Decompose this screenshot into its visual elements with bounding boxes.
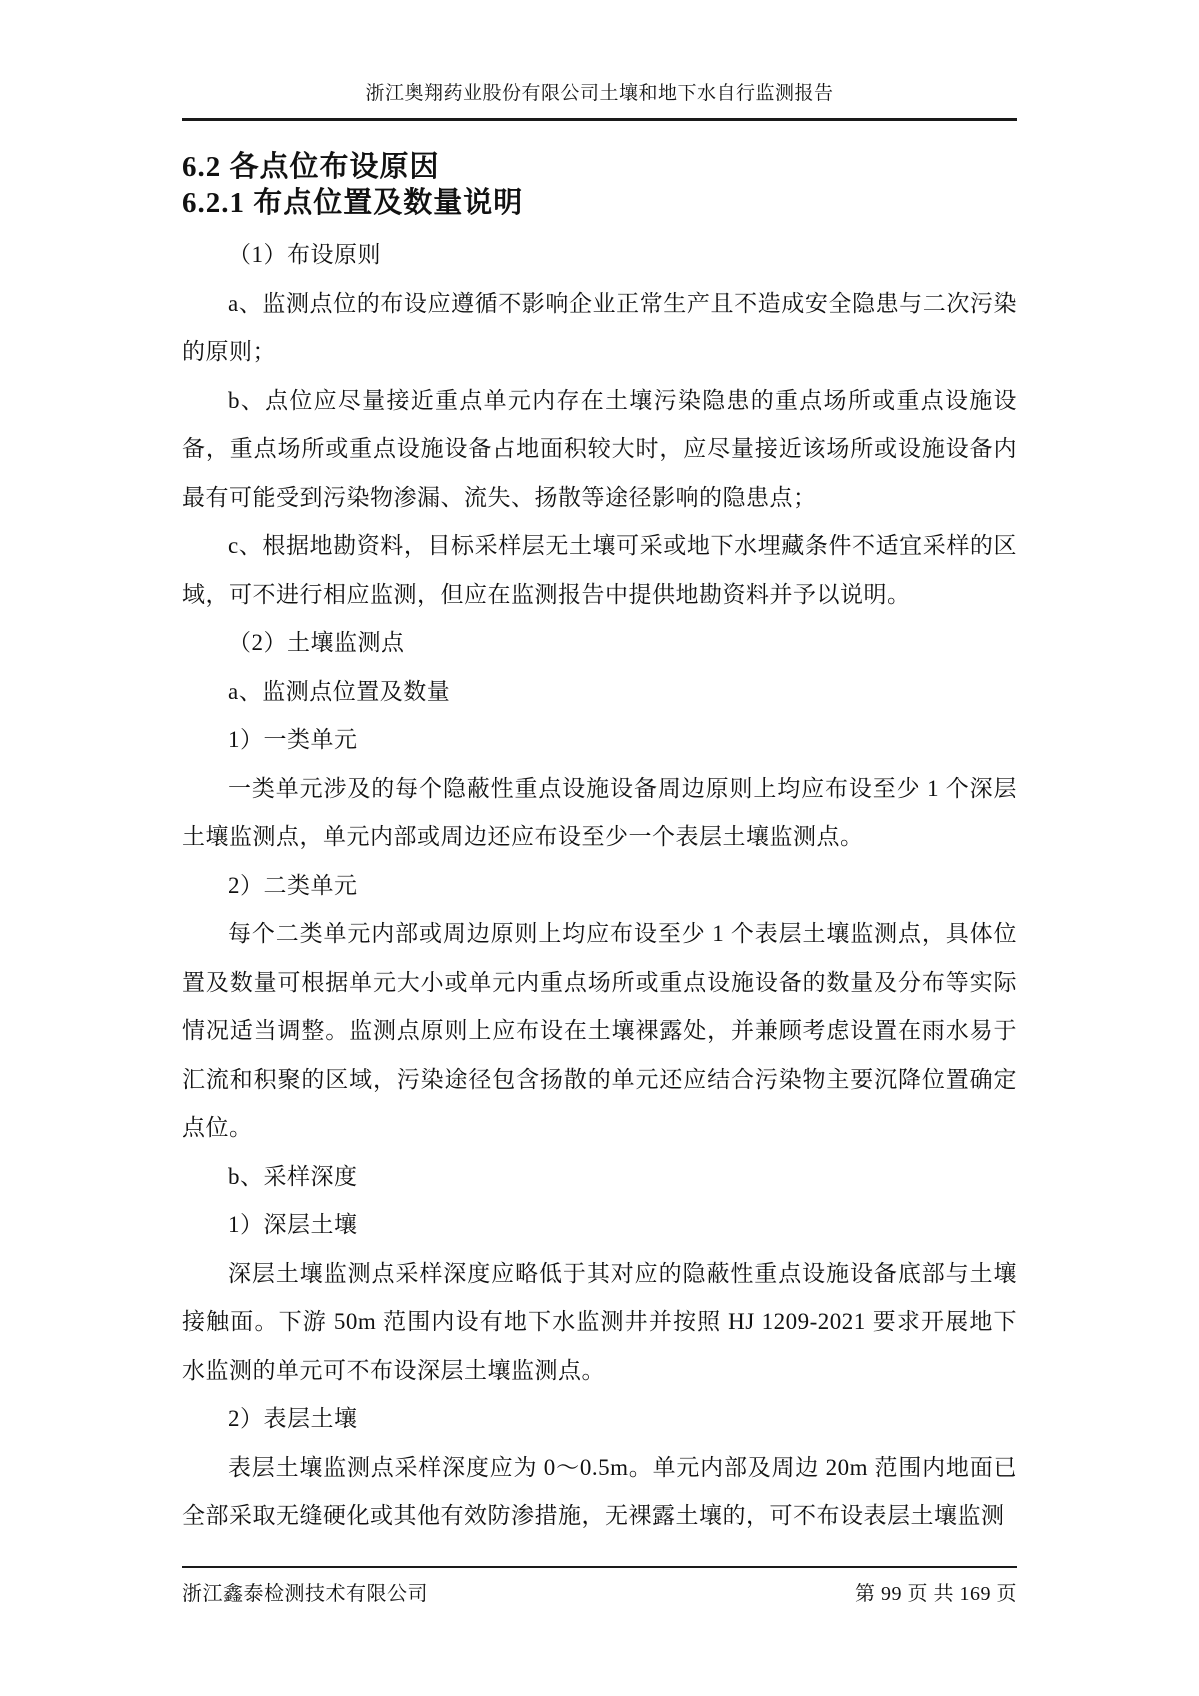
footer-row bbox=[182, 1577, 1017, 1606]
content-column bbox=[182, 0, 1017, 1541]
paragraph: c、根据地勘资料，目标采样层无土壤可采或地下水埋藏条件不适宜采样的区域，可不进行相应监测，但应在监测报告中提供地勘资料并予以说明。 bbox=[182, 533, 1017, 607]
paragraph-list bbox=[182, 231, 1017, 1541]
paragraph: 2）二类单元 bbox=[228, 872, 358, 898]
page-footer bbox=[182, 1566, 1017, 1606]
section-heading: 6.2 各点位布设原因 bbox=[182, 151, 440, 183]
paragraph: a、监测点位置及数量 bbox=[228, 678, 451, 704]
header-rule bbox=[182, 118, 1017, 121]
footer-company: 浙江鑫泰检测技术有限公司 bbox=[182, 1583, 428, 1605]
paragraph: 1）一类单元 bbox=[228, 727, 358, 752]
paragraph: 每个二类单元内部或周边原则上均应布设至少 1 个表层土壤监测点，具体位置及数量可根据单元大小或单元内重点场所或重点设施设备的数量及分布等实际情况适当调整。监测点原则上应布设在土壤裸露处，并兼顾考虑设置在雨水易于汇流和积聚的区域，污染途径包含扬散的单元还应结合污染物主要沉降位置确定点位。 bbox=[182, 921, 1017, 1140]
paragraph: b、点位应尽量接近重点单元内存在土壤污染隐患的重点场所或重点设施设备，重点场所或重点设施设备占地面积较大时，应尽量接近该场所或设施设备内最有可能受到污染物渗漏、流失、扬散等途径影响的隐患点； bbox=[182, 387, 1017, 510]
subsection-heading: 6.2.1 布点位置及数量说明 bbox=[182, 187, 524, 219]
paragraph: b、采样深度 bbox=[228, 1163, 358, 1189]
paragraph: 2）表层土壤 bbox=[228, 1406, 358, 1431]
footer-page-info: 第 99 页 共 169 页 bbox=[855, 1583, 1017, 1605]
paragraph: （2）土壤监测点 bbox=[228, 630, 405, 655]
paragraph: （1）布设原则 bbox=[228, 242, 381, 267]
paragraph: 1）深层土壤 bbox=[228, 1212, 358, 1237]
paragraph: 表层土壤监测点采样深度应为 0～0.5m。单元内部及周边 20m 范围内地面已全部采取无缝硬化或其他有效防渗措施，无裸露土壤的，可不布设表层土壤监测 bbox=[182, 1454, 1017, 1528]
paragraph: 一类单元涉及的每个隐蔽性重点设施设备周边原则上均应布设至少 1 个深层土壤监测点，单元内部或周边还应布设至少一个表层土壤监测点。 bbox=[182, 775, 1017, 849]
paragraph: a、监测点位的布设应遵循不影响企业正常生产且不造成安全隐患与二次污染的原则； bbox=[182, 290, 1017, 364]
footer-rule bbox=[182, 1566, 1017, 1568]
page-header-title: 浙江奥翔药业股份有限公司土壤和地下水自行监测报告 bbox=[365, 83, 834, 104]
paragraph: 深层土壤监测点采样深度应略低于其对应的隐蔽性重点设施设备底部与土壤接触面。下游 50m 范围内设有地下水监测井并按照 HJ 1209-2021 要求开展地下水监测的单元可不布设深层土壤监测点。 bbox=[182, 1260, 1017, 1383]
